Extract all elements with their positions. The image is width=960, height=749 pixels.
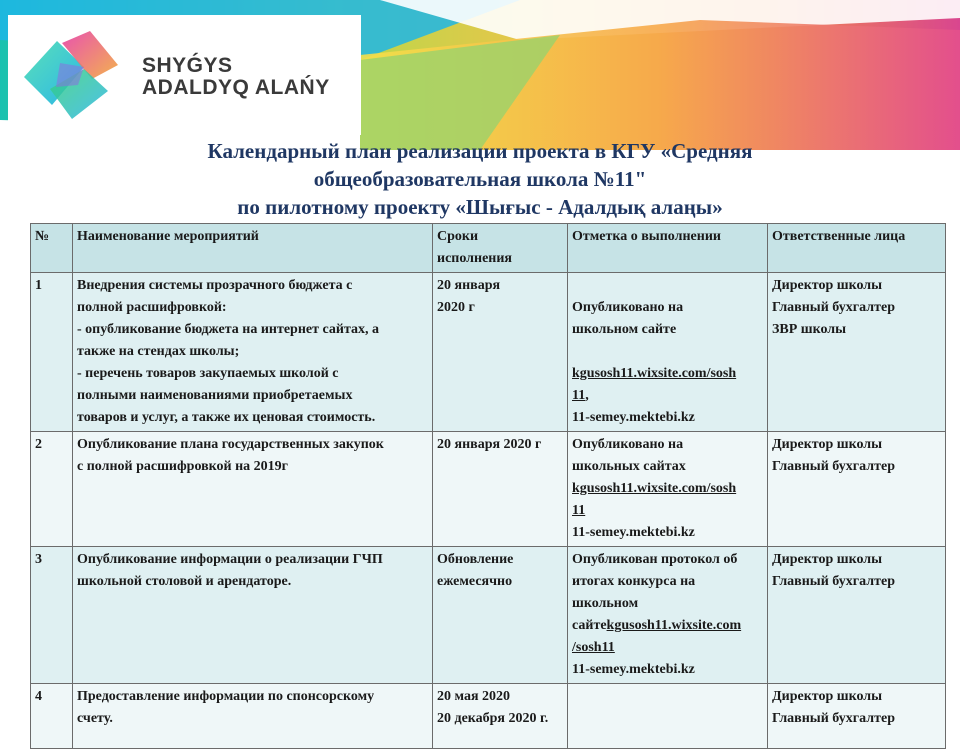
page-title xyxy=(0,137,960,221)
header-dates-line-2: исполнения xyxy=(437,251,513,266)
row-name-line: также на стендах школы; xyxy=(77,344,240,359)
row-name-line: - перечень товаров закупаемых школой с xyxy=(77,366,339,381)
row-name-line: счету. xyxy=(77,711,113,726)
row-dates-line: 20 декабря 2020 г. xyxy=(437,711,549,726)
row-dates-line: 20 января xyxy=(437,278,501,293)
website-link[interactable]: 11 xyxy=(572,503,586,518)
row-name-line: с полной расшифровкой на 2019г xyxy=(77,459,289,474)
logo-box xyxy=(8,15,361,135)
website-link[interactable]: kgusosh11.wixsite.com xyxy=(606,618,742,633)
row-num: 3 xyxy=(31,547,73,684)
table-header-row xyxy=(31,224,946,273)
site-domain: 11-semey.mektebi.kz xyxy=(572,525,695,540)
row-name-line: Опубликование информации о реализации ГЧП xyxy=(77,552,383,567)
row-resp xyxy=(768,547,946,684)
header-dates xyxy=(433,224,568,273)
row-resp-line: Директор школы xyxy=(772,689,883,704)
logo-line-1: SHYǴYS xyxy=(142,54,233,77)
header-dates-line-1: Сроки xyxy=(437,229,479,244)
row-mark-text: итогах конкурса на xyxy=(572,574,696,589)
comma: , xyxy=(585,388,589,403)
row-resp-line: Главный бухгалтер xyxy=(772,300,895,315)
row-mark-text: Опубликовано на xyxy=(572,300,684,315)
row-mark xyxy=(568,684,768,749)
row-resp-line: Директор школы xyxy=(772,278,883,293)
plan-table xyxy=(30,223,946,749)
title-line-2: общеобразовательная школа №11" xyxy=(313,167,647,191)
row-name-line: полной расшифровкой: xyxy=(77,300,227,315)
spacer xyxy=(572,341,763,363)
row-num: 4 xyxy=(31,684,73,749)
row-num: 2 xyxy=(31,432,73,547)
table-row xyxy=(31,273,946,432)
row-num: 1 xyxy=(31,273,73,432)
row-dates-line: 20 мая 2020 xyxy=(437,689,511,704)
header-banner xyxy=(0,0,960,150)
row-mark-text: школьных сайтах xyxy=(572,459,686,474)
row-mark-text: школьном сайте xyxy=(572,322,677,337)
header-resp: Ответственные лица xyxy=(768,224,946,273)
row-mark-text: школьном xyxy=(572,596,639,611)
title-line-1: Календарный план реализации проекта в КГУ «Средняя xyxy=(207,139,753,163)
row-resp-line: Главный бухгалтер xyxy=(772,459,895,474)
row-name-line: Предоставление информации по спонсорскому xyxy=(77,689,375,704)
row-dates-line: 20 января 2020 г xyxy=(437,437,542,452)
row-resp-line: Директор школы xyxy=(772,437,883,452)
logo-wordmark xyxy=(142,55,330,99)
row-name xyxy=(73,547,433,684)
spacer xyxy=(572,275,763,297)
header-name: Наименование мероприятий xyxy=(73,224,433,273)
row-dates xyxy=(433,684,568,749)
row-resp xyxy=(768,432,946,547)
table-row xyxy=(31,432,946,547)
table-row xyxy=(31,547,946,684)
row-name xyxy=(73,684,433,749)
row-mark-text: Опубликован протокол об xyxy=(572,552,738,567)
row-resp-line: Директор школы xyxy=(772,552,883,567)
row-name-line: - опубликование бюджета на интернет сайтах, а xyxy=(77,322,379,337)
row-name xyxy=(73,432,433,547)
row-dates xyxy=(433,432,568,547)
row-dates xyxy=(433,547,568,684)
website-link[interactable]: 11 xyxy=(572,388,586,403)
row-name xyxy=(73,273,433,432)
logo-icon xyxy=(22,27,122,127)
header-num: № xyxy=(31,224,73,273)
row-name-line: товаров и услуг, а также их ценовая стоимость. xyxy=(77,410,376,425)
row-resp-line: Главный бухгалтер xyxy=(772,574,895,589)
row-mark xyxy=(568,547,768,684)
row-name-line: полными наименованиями приобретаемых xyxy=(77,388,353,403)
row-dates-line: ежемесячно xyxy=(437,574,513,589)
site-domain: 11-semey.mektebi.kz xyxy=(572,662,695,677)
title-line-3: по пилотному проекту «Шығыс - Адалдық алаңы» xyxy=(237,195,723,219)
row-name-line: Внедрения системы прозрачного бюджета с xyxy=(77,278,353,293)
row-dates xyxy=(433,273,568,432)
row-resp-line: ЗВР школы xyxy=(772,322,847,337)
website-link[interactable]: /sosh11 xyxy=(572,640,615,655)
row-resp xyxy=(768,684,946,749)
header-mark: Отметка о выполнении xyxy=(568,224,768,273)
row-mark xyxy=(568,273,768,432)
row-resp-line: Главный бухгалтер xyxy=(772,711,895,726)
row-dates-line: Обновление xyxy=(437,552,514,567)
logo-line-2: ADALDYQ ALAŃY xyxy=(142,76,330,99)
row-resp xyxy=(768,273,946,432)
website-link[interactable]: kgusosh11.wixsite.com/sosh xyxy=(572,366,737,381)
row-name-line: школьной столовой и арендаторе. xyxy=(77,574,292,589)
row-mark-text: сайте xyxy=(572,618,607,633)
row-name-line: Опубликование плана государственных закупок xyxy=(77,437,384,452)
row-dates-line: 2020 г xyxy=(437,300,475,315)
table-row xyxy=(31,684,946,749)
row-mark-text: Опубликовано на xyxy=(572,437,684,452)
website-link[interactable]: kgusosh11.wixsite.com/sosh xyxy=(572,481,737,496)
row-mark xyxy=(568,432,768,547)
site-domain: 11-semey.mektebi.kz xyxy=(572,410,695,425)
